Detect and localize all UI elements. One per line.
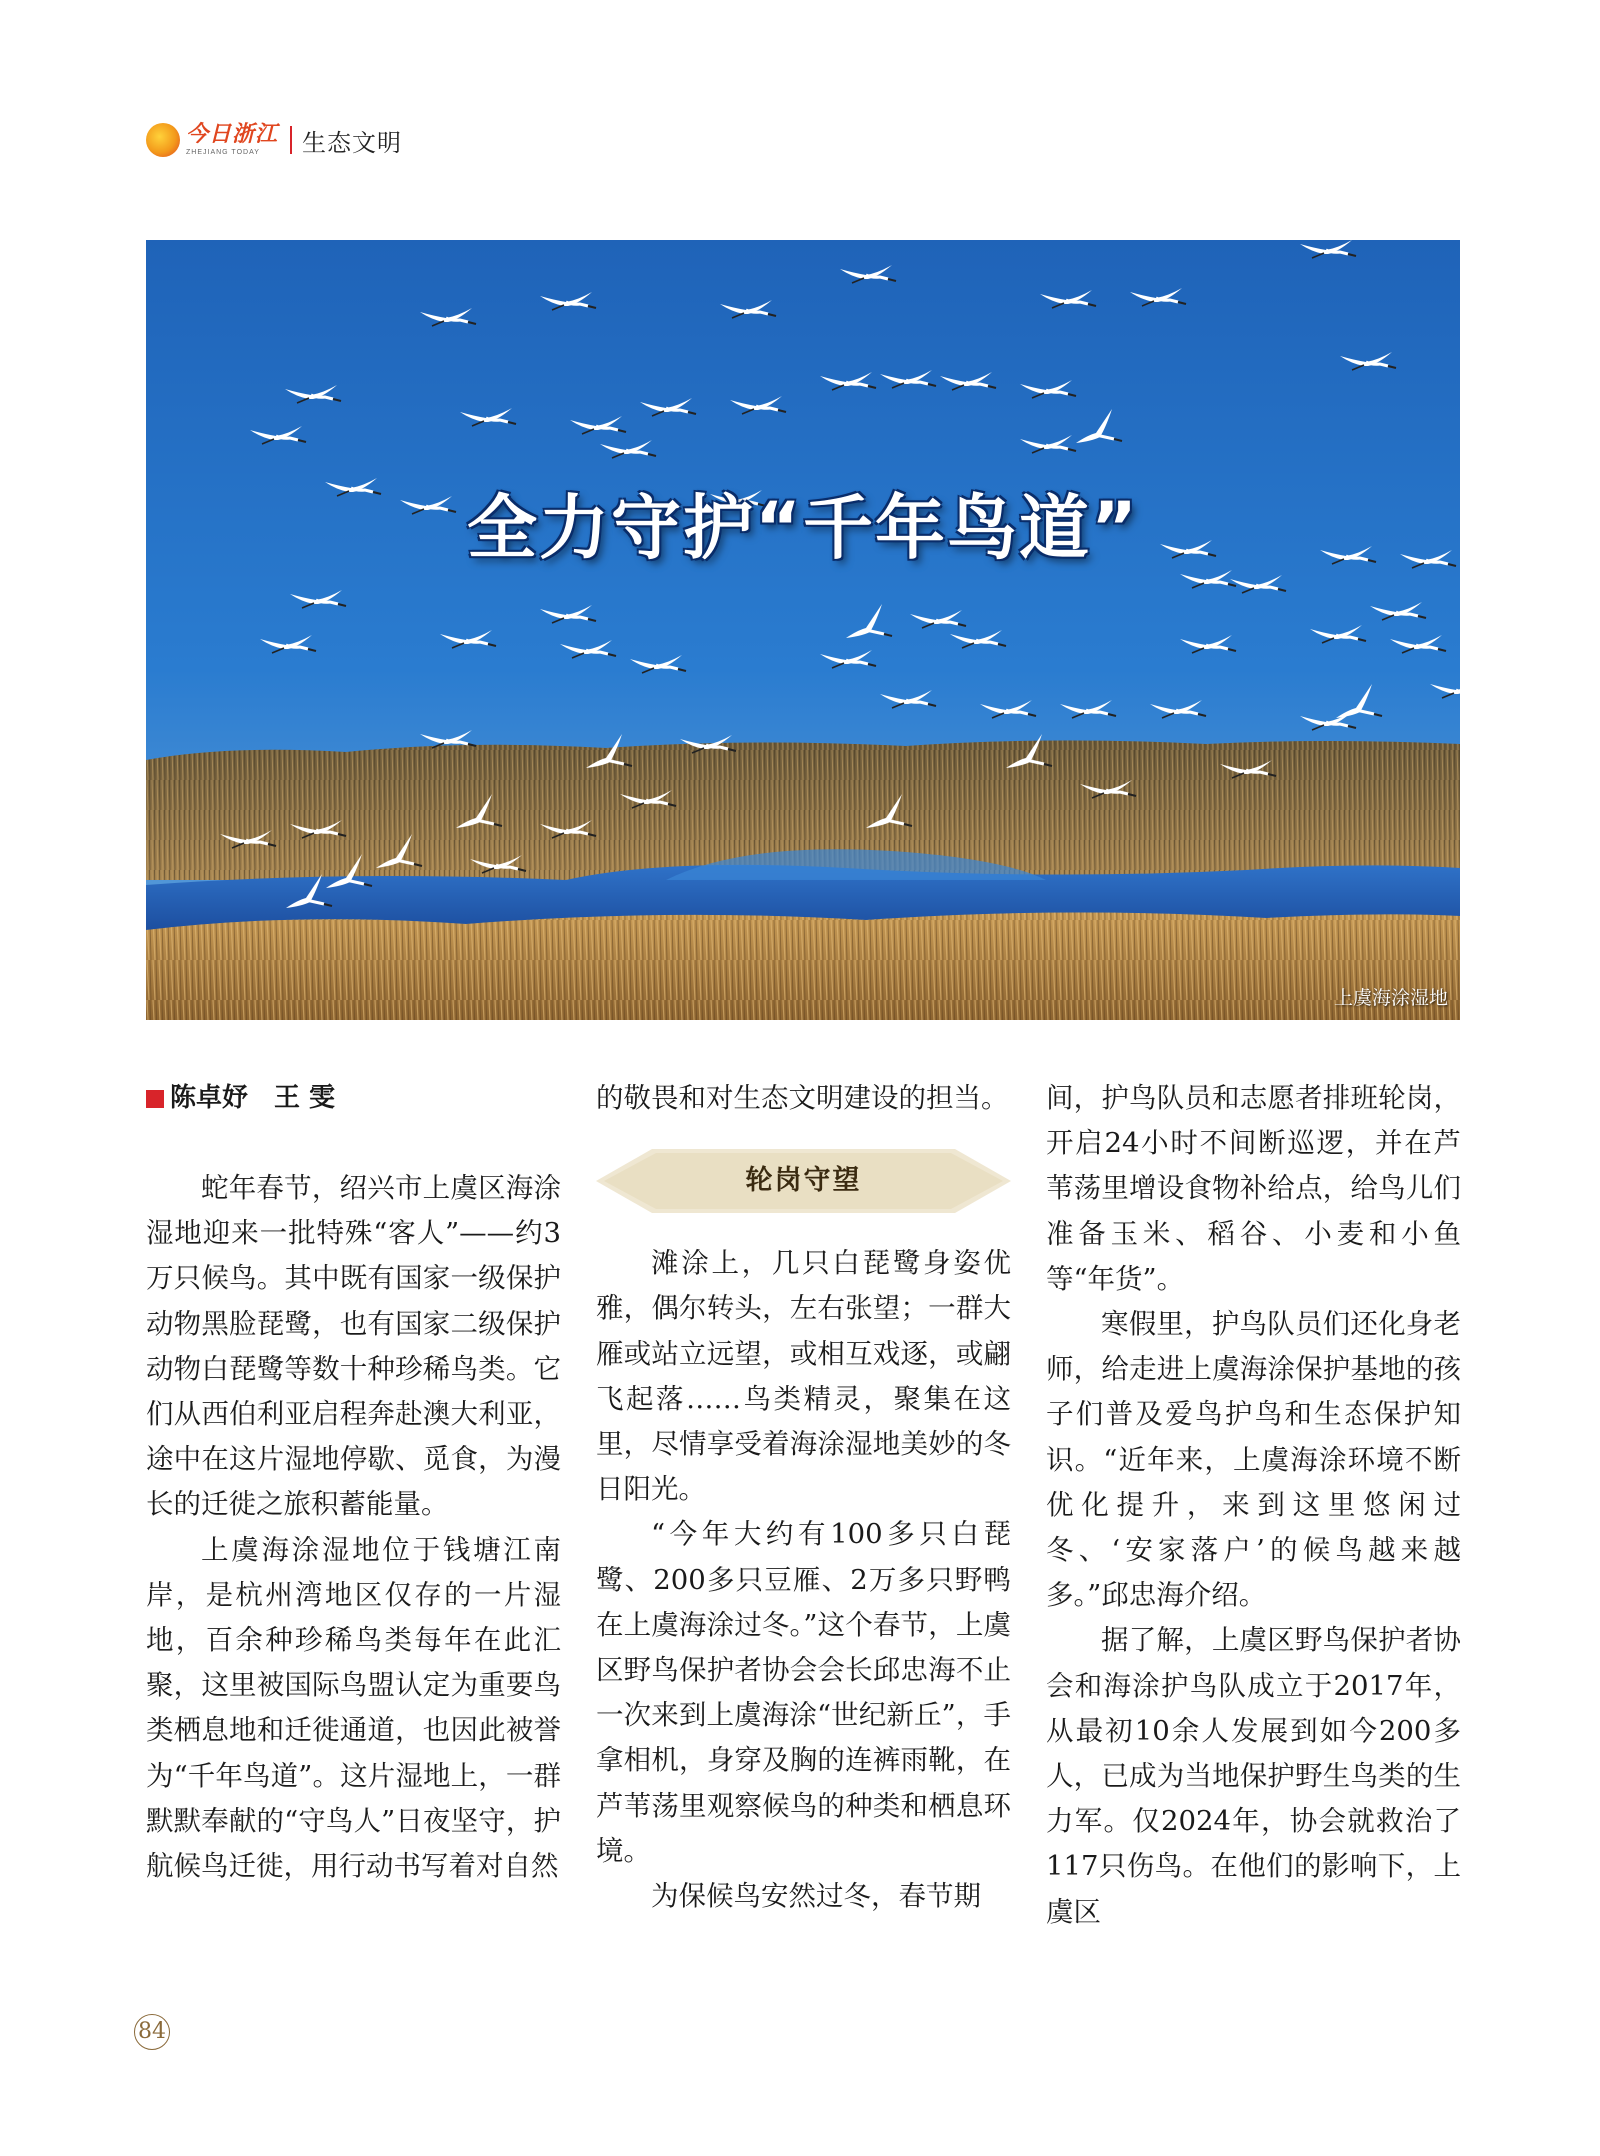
masthead-divider (290, 126, 292, 154)
logo-text: 今日浙江 (186, 122, 279, 147)
paragraph: 据了解，上虞区野鸟保护者协会和海涂护鸟队成立于2017年，从最初10余人发展到如今200多人，已成为当地保护野生鸟类的生力军。仅2024年，协会就救治了117只伤鸟。在他们的影响下，上虞区 (1046, 1624, 1461, 1928)
paragraph-continuation: 的敬畏和对生态文明建设的担当。 (596, 1082, 1009, 1114)
paragraph: 为保候鸟安然过冬，春节期 (651, 1880, 981, 1913)
magazine-logo (146, 123, 278, 157)
logo-english: ZHEJIANG TODAY (186, 149, 260, 156)
hero-photo (146, 240, 1460, 1020)
paragraph: 滩涂上，几只白琵鹭身姿优雅，偶尔转头，左右张望；一群大雁或站立远望，或相互戏逐，或翩飞起落……鸟类精灵，聚集在这里，尽情享受着海涂湿地美妙的冬日阳光。 (596, 1247, 1011, 1506)
section-heading-text: 轮岗守望 (745, 1165, 862, 1197)
masthead (146, 118, 402, 162)
article-column-2 (596, 1076, 1011, 1919)
article-column-1 (146, 1076, 561, 1889)
page-number: 84 (134, 2014, 170, 2050)
photo-caption: 上虞海涂湿地 (1333, 987, 1448, 1009)
wetland-birds-illustration (146, 240, 1460, 1020)
paragraph: 蛇年春节，绍兴市上虞区海涂湿地迎来一批特殊“客人”——约3万只候鸟。其中既有国家一级保护动物黑脸琵鹭，也有国家二级保护动物白琵鹭等数十种珍稀鸟类。它们从西伯利亚启程奔赴澳大利亚，途中在这片湿地停歇、觅食，为漫长的迁徙之旅积蓄能量。 (146, 1172, 561, 1521)
paragraph: 上虞海涂湿地位于钱塘江南岸，是杭州湾地区仅存的一片湿地，百余种珍稀鸟类每年在此汇聚，这里被国际鸟盟认定为重要鸟类栖息地和迁徙通道，也因此被誉为“千年鸟道”。这片湿地上，一群默默奉献的“守鸟人”日夜坚守，护航候鸟迁徙，用行动书写着对自然 (146, 1533, 561, 1883)
author-names: 陈卓妤 王 雯 (170, 1083, 336, 1113)
paragraph-continuation: 间，护鸟队员和志愿者排班轮岗，开启24小时不间断巡逻，并在芦苇荡里增设食物补给点，给鸟儿们准备玉米、稻谷、小麦和小鱼等“年货”。 (1046, 1082, 1461, 1295)
section-heading (596, 1145, 1011, 1217)
red-square-icon (146, 1090, 164, 1108)
paragraph: 寒假里，护鸟队员们还化身老师，给走进上虞海涂保护基地的孩子们普及爱鸟护鸟和生态保护知识。“近年来，上虞海涂环境不断优化提升，来到这里悠闲过冬、‘安家落户’的候鸟越来越多。”邱忠海介绍。 (1046, 1308, 1461, 1612)
sun-logo-icon (146, 123, 180, 157)
article-column-3 (1046, 1076, 1461, 1935)
hero-title: 全力守护“千年鸟道” (466, 487, 1139, 569)
byline (146, 1076, 561, 1121)
section-name: 生态文明 (302, 128, 403, 157)
paragraph: “今年大约有100多只白琵鹭、200多只豆雁、2万多只野鸭在上虞海涂过冬。”这个春节，上虞区野鸟保护者协会会长邱忠海不止一次来到上虞海涂“世纪新丘”，手拿相机，身穿及胸的连裤雨靴，在芦苇荡里观察候鸟的种类和栖息环境。 (596, 1518, 1011, 1867)
